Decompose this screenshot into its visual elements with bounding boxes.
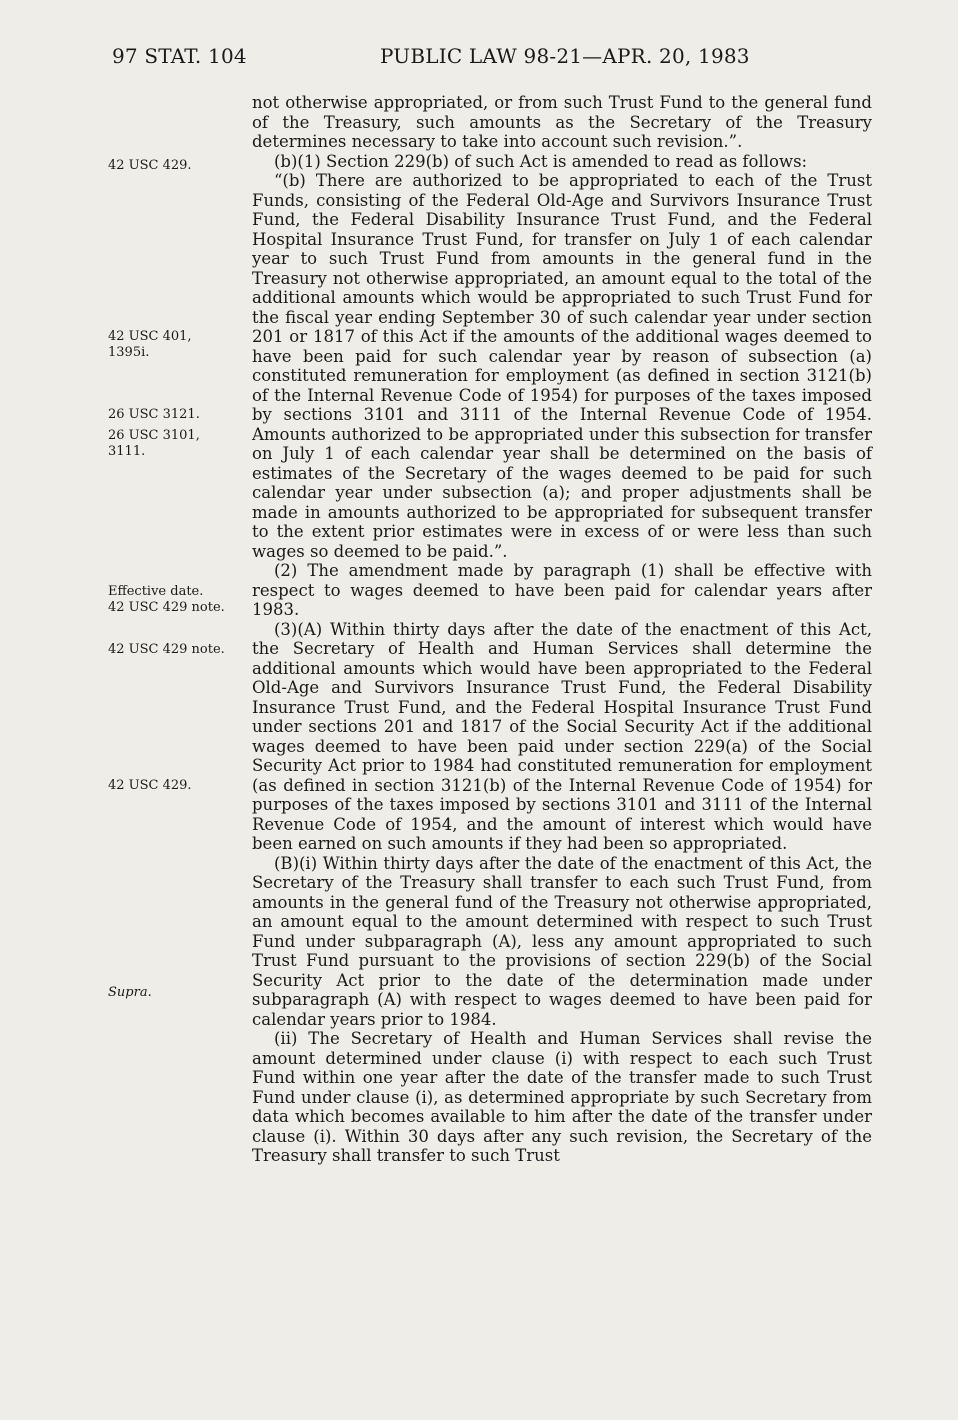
body-paragraph: (B)(i) Within thirty days after the date of the enactment of this Act, the Secretary of the Treasury shall transfer to each such Trust Fund, from amounts in the general fund of the Treasury not otherwise appropriated, an amount equal to the amount determined with respect to such Trust Fund under subparagraph (A), less any amount appropriated to such Trust Fund pursuant to the provisions of section 229(b) of the Social Security Act prior to the date of the determination made under subparagraph (A) with respect to wages deemed to have been paid for calendar years prior to 1984. bbox=[252, 853, 872, 1029]
body-paragraph: (2) The amendment made by paragraph (1) shall be effective with respect to wages deemed to have been paid for calendar years after 1983. bbox=[252, 561, 872, 619]
margin-supra-note: Supra. bbox=[108, 985, 152, 1000]
stat-page-reference: 97 STAT. 104 bbox=[112, 44, 247, 68]
margin-citation: 42 USC 401, bbox=[108, 329, 192, 344]
margin-citation: 26 USC 3121. bbox=[108, 407, 200, 422]
margin-citation: 42 USC 429 note. bbox=[108, 600, 225, 615]
margin-effective-date: Effective date. bbox=[108, 584, 204, 599]
body-paragraph: (3)(A) Within thirty days after the date of the enactment of this Act, the Secretary of Health and Human Services shall determine the additional amounts which would have been appropriated to the Federal Old-Age and Survivors Insurance Trust Fund, the Federal Disability Insurance Trust Fund, and the Federal Hospital Insurance Trust Fund under sections 201 and 1817 of the Social Security Act if the additional wages deemed to have been paid under section 229(a) of the Social Security Act prior to 1984 had constituted remuneration for employment (as defined in section 3121(b) of the Internal Revenue Code of 1954) for purposes of the taxes imposed by sections 3101 and 3111 of the Internal Revenue Code of 1954, and the amount of interest which would have been earned on such amounts if they had been so appropriated. bbox=[252, 619, 872, 853]
margin-citation: 42 USC 429. bbox=[108, 778, 192, 793]
running-header-title: PUBLIC LAW 98-21—APR. 20, 1983 bbox=[380, 44, 750, 68]
margin-citation: 1395i. bbox=[108, 345, 150, 360]
body-paragraph: (ii) The Secretary of Health and Human Services shall revise the amount determined under clause (i) with respect to each such Trust Fund within one year after the date of the transfer made to such Trust Fund under clause (i), as determined appropriate by such Secretary from data which becomes available to him after the date of the transfer under clause (i). Within 30 days after any such revision, the Secretary of the Treasury shall transfer to such Trust bbox=[252, 1029, 872, 1165]
body-paragraph: (b)(1) Section 229(b) of such Act is amended to read as follows: bbox=[274, 151, 808, 171]
margin-citation: 26 USC 3101, bbox=[108, 428, 200, 443]
margin-citation: 3111. bbox=[108, 444, 146, 459]
margin-citation: 42 USC 429. bbox=[108, 158, 192, 173]
body-paragraph: not otherwise appropriated, or from such Trust Fund to the general fund of the Treasury, such amounts as the Secretary of the Treasury determines necessary to take into account such revision.”. bbox=[252, 93, 872, 151]
statute-body-text bbox=[252, 93, 872, 1166]
margin-citation: 42 USC 429 note. bbox=[108, 642, 225, 657]
body-paragraph: “(b) There are authorized to be appropriated to each of the Trust Funds, consisting of the Federal Old-Age and Survivors Insurance Trust Fund, the Federal Disability Insurance Trust Fund, and the Federal Hospital Insurance Trust Fund, for transfer on July 1 of each calendar year to such Trust Fund from amounts in the general fund in the Treasury not otherwise appropriated, an amount equal to the total of the additional amounts which would be appropriated to such Trust Fund for the fiscal year ending September 30 of such calendar year under section 201 or 1817 of this Act if the amounts of the additional wages deemed to have been paid for such calendar year by reason of subsection (a) constituted remuneration for employment (as defined in section 3121(b) of the Internal Revenue Code of 1954) for purposes of the taxes imposed by sections 3101 and 3111 of the Internal Revenue Code of 1954. Amounts authorized to be appropriated under this subsection for transfer on July 1 of each calendar year shall be determined on the basis of estimates of the Secretary of the wages deemed to be paid for such calendar year under subsection (a); and proper adjustments shall be made in amounts authorized to be appropriated for subsequent transfer to the extent prior estimates were in excess of or were less than such wages so deemed to be paid.”. bbox=[252, 171, 872, 561]
